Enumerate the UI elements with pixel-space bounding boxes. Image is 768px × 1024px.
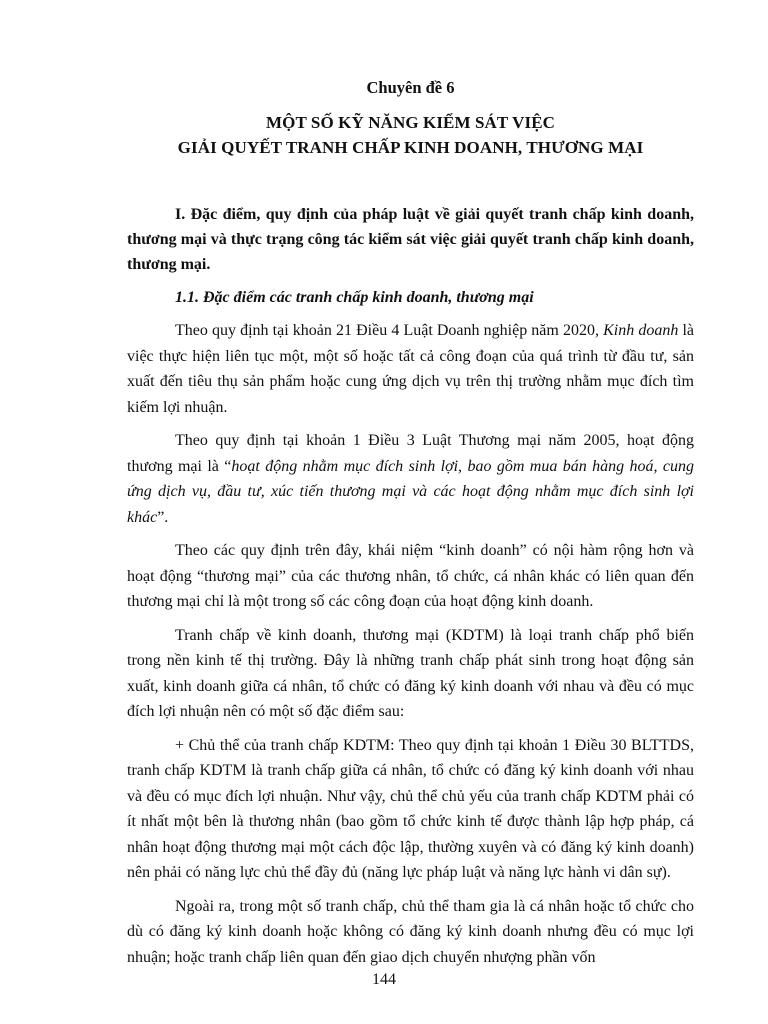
- paragraph-4: Tranh chấp về kinh doanh, thương mại (KDTM) là loại tranh chấp phổ biến trong nền kinh tế thị trường. Đây là những tranh chấp phát sinh trong hoạt động sản xuất, kinh doanh giữa cá nhân, tổ chức có đăng ký kinh doanh với nhau và đều có mục đích lợi nhuận nên có một số đặc điểm sau:: [127, 626, 694, 720]
- paragraph-3: Theo các quy định trên đây, khái niệm “kinh doanh” có nội hàm rộng hơn và hoạt động “thương mại” của các thương nhân, tổ chức, cá nhân khác có liên quan đến thương mại chỉ là một trong số các công đoạn của hoạt động kinh doanh.: [127, 542, 694, 610]
- document-title: [127, 110, 694, 160]
- page-number: 144: [372, 971, 396, 988]
- chapter-label: Chuyên đề 6: [366, 78, 455, 97]
- paragraph-2-text-b: ”.: [157, 508, 169, 526]
- title-line-2: GIẢI QUYẾT TRANH CHẤP KINH DOANH, THƯƠNG MẠI: [177, 138, 644, 157]
- title-line-1: MỘT SỐ KỸ NĂNG KIỂM SÁT VIỆC: [265, 113, 556, 132]
- paragraph-2-quote: hoạt động nhằm mục đích sinh lợi, bao gồm mua bán hàng hoá, cung ứng dịch vụ, đầu tư, xúc tiến thương mại và các hoạt động nhằm mục đích sinh lợi khác: [127, 457, 695, 526]
- paragraph-1-text-b: là việc thực hiện liên tục một, một số hoặc tất cả công đoạn của quá trình từ đầu tư, sản xuất đến tiêu thụ sản phẩm hoặc cung ứng dịch vụ trên thị trường nhằm mục đích tìm kiếm lợi nhuận.: [127, 322, 694, 416]
- paragraph-6: Ngoài ra, trong một số tranh chấp, chủ thể tham gia là cá nhân hoặc tổ chức cho dù có đăng ký kinh doanh hoặc không có đăng ký kinh doanh nhưng đều có mục lợi nhuận; hoặc tranh chấp liên quan đến giao dịch chuyển nhượng phần vốn: [127, 897, 694, 966]
- section-heading: I. Đặc điểm, quy định của pháp luật về giải quyết tranh chấp kinh doanh, thương mại và thực trạng công tác kiểm sát việc giải quyết tranh chấp kinh doanh, thương mại.: [127, 206, 694, 273]
- paragraph-1-text-a: Theo quy định tại khoản 21 Điều 4 Luật Doanh nghiệp năm 2020,: [175, 322, 604, 339]
- paragraph-2: [127, 428, 694, 530]
- paragraph-5: + Chủ thể của tranh chấp KDTM: Theo quy định tại khoản 1 Điều 30 BLTTDS, tranh chấp KDTM là tranh chấp giữa cá nhân, tổ chức có đăng ký kinh doanh với nhau và đều có mục đích lợi nhuận. Như vậy, chủ thể chủ yếu của tranh chấp KDTM phải có ít nhất một bên là thương nhân (bao gồm tổ chức kinh tế được thành lập hợp pháp, cá nhân hoạt động thương mại một cách độc lập, thường xuyên và có đăng ký kinh doanh) nên phải có năng lực chủ thể đầy đủ (năng lực pháp luật và năng lực hành vi dân sự).: [127, 736, 694, 881]
- sub-heading: 1.1. Đặc điểm các tranh chấp kinh doanh, thương mại: [175, 289, 534, 306]
- paragraph-2-text-a: Theo quy định tại khoản 1 Điều 3 Luật Thương mại năm 2005, hoạt động thương mại là “: [127, 432, 694, 475]
- paragraph-1-emphasis: Kinh doanh: [603, 322, 679, 339]
- paragraph-1: [127, 318, 694, 420]
